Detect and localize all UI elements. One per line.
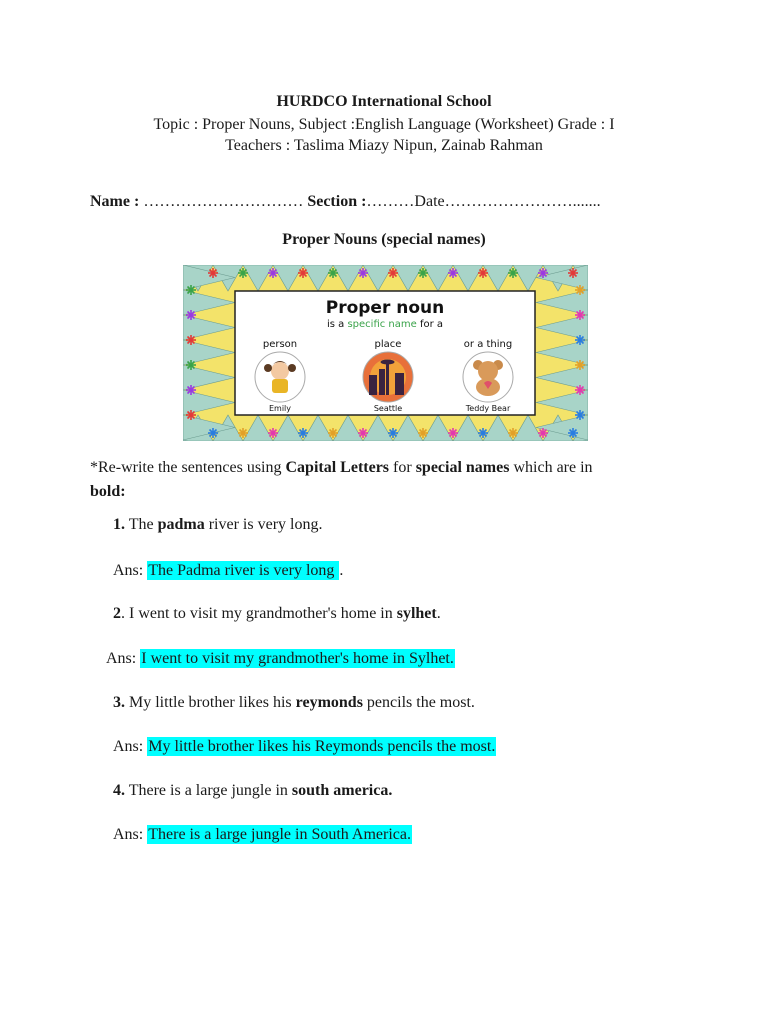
poster-title: Proper noun bbox=[325, 298, 445, 318]
student-info-line bbox=[90, 193, 601, 211]
star-burst-icon bbox=[238, 428, 248, 438]
example-seattle: Seattle bbox=[373, 404, 403, 413]
answer-3: Ans: My little brother likes his Reymonds pencils the most. bbox=[113, 738, 496, 755]
star-burst-icon bbox=[186, 285, 196, 295]
topic-line: Topic : Proper Nouns, Subject :English Language (Worksheet) Grade : I bbox=[153, 116, 615, 133]
girl-icon bbox=[255, 352, 305, 402]
star-burst-icon bbox=[238, 268, 248, 278]
star-burst-icon bbox=[268, 268, 278, 278]
answer-2: Ans: I went to visit my grandmother's home in Sylhet. bbox=[106, 650, 454, 667]
date-blank: ……………………....... bbox=[444, 193, 601, 210]
star-burst-icon bbox=[418, 268, 428, 278]
star-burst-icon bbox=[208, 428, 218, 438]
teddy-bear-icon bbox=[463, 352, 513, 402]
section-blank: ……… bbox=[366, 193, 415, 210]
question-1: 1. The padma river is very long. bbox=[113, 516, 323, 533]
star-burst-icon bbox=[298, 428, 308, 438]
star-burst-icon bbox=[538, 428, 548, 438]
instruction-text: *Re-write the sentences using Capital Letters for special names which are in bold: bbox=[90, 459, 593, 500]
star-burst-icon bbox=[208, 268, 218, 278]
answer-4: Ans: There is a large jungle in South America. bbox=[113, 826, 411, 843]
category-thing: or a thing bbox=[463, 339, 513, 350]
star-burst-icon bbox=[508, 428, 518, 438]
city-skyline-icon bbox=[363, 352, 413, 402]
star-burst-icon bbox=[508, 268, 518, 278]
question-4: 4. There is a large jungle in south america. bbox=[113, 782, 393, 799]
star-burst-icon bbox=[298, 268, 308, 278]
star-burst-icon bbox=[186, 335, 196, 345]
answer-1-highlight: The Padma river is very long bbox=[148, 562, 339, 579]
star-burst-icon bbox=[568, 268, 578, 278]
star-burst-icon bbox=[575, 410, 585, 420]
name-label: Name : bbox=[90, 193, 140, 210]
star-burst-icon bbox=[268, 428, 278, 438]
answer-2-highlight: I went to visit my grandmother's home in Sylhet. bbox=[141, 650, 454, 667]
star-burst-icon bbox=[478, 428, 488, 438]
answer-1: Ans: The Padma river is very long . bbox=[113, 562, 344, 579]
star-burst-icon bbox=[388, 268, 398, 278]
answer-3-highlight: My little brother likes his Reymonds pencils the most. bbox=[148, 738, 496, 755]
star-burst-icon bbox=[448, 428, 458, 438]
star-burst-icon bbox=[358, 428, 368, 438]
date-label: Date bbox=[414, 193, 445, 210]
star-burst-icon bbox=[575, 385, 585, 395]
proper-noun-poster bbox=[183, 265, 588, 441]
example-teddy-bear: Teddy Bear bbox=[465, 404, 511, 413]
section-title: Proper Nouns (special names) bbox=[282, 231, 486, 248]
star-burst-icon bbox=[418, 428, 428, 438]
answer-4-highlight: There is a large jungle in South America. bbox=[148, 826, 411, 843]
star-burst-icon bbox=[448, 268, 458, 278]
star-burst-icon bbox=[575, 285, 585, 295]
star-burst-icon bbox=[186, 310, 196, 320]
star-burst-icon bbox=[388, 428, 398, 438]
question-3: 3. My little brother likes his reymonds pencils the most. bbox=[113, 694, 475, 711]
star-burst-icon bbox=[575, 360, 585, 370]
category-place: place bbox=[374, 339, 402, 350]
teachers-line: Teachers : Taslima Miazy Nipun, Zainab Rahman bbox=[225, 137, 543, 154]
star-burst-icon bbox=[358, 268, 368, 278]
star-burst-icon bbox=[575, 310, 585, 320]
name-blank: ………………………… bbox=[139, 193, 308, 210]
school-name: HURDCO International School bbox=[276, 93, 492, 110]
section-label: Section : bbox=[307, 193, 367, 210]
star-burst-icon bbox=[538, 268, 548, 278]
star-burst-icon bbox=[186, 385, 196, 395]
star-burst-icon bbox=[328, 268, 338, 278]
star-burst-icon bbox=[186, 360, 196, 370]
star-burst-icon bbox=[478, 268, 488, 278]
star-burst-icon bbox=[575, 335, 585, 345]
star-burst-icon bbox=[328, 428, 338, 438]
star-burst-icon bbox=[186, 410, 196, 420]
question-2: 2. I went to visit my grandmother's home in sylhet. bbox=[113, 605, 441, 622]
category-person: person bbox=[262, 339, 298, 350]
star-burst-icon bbox=[568, 428, 578, 438]
example-emily: Emily bbox=[268, 404, 292, 413]
poster-subtitle: is a specific name for a bbox=[326, 319, 444, 330]
